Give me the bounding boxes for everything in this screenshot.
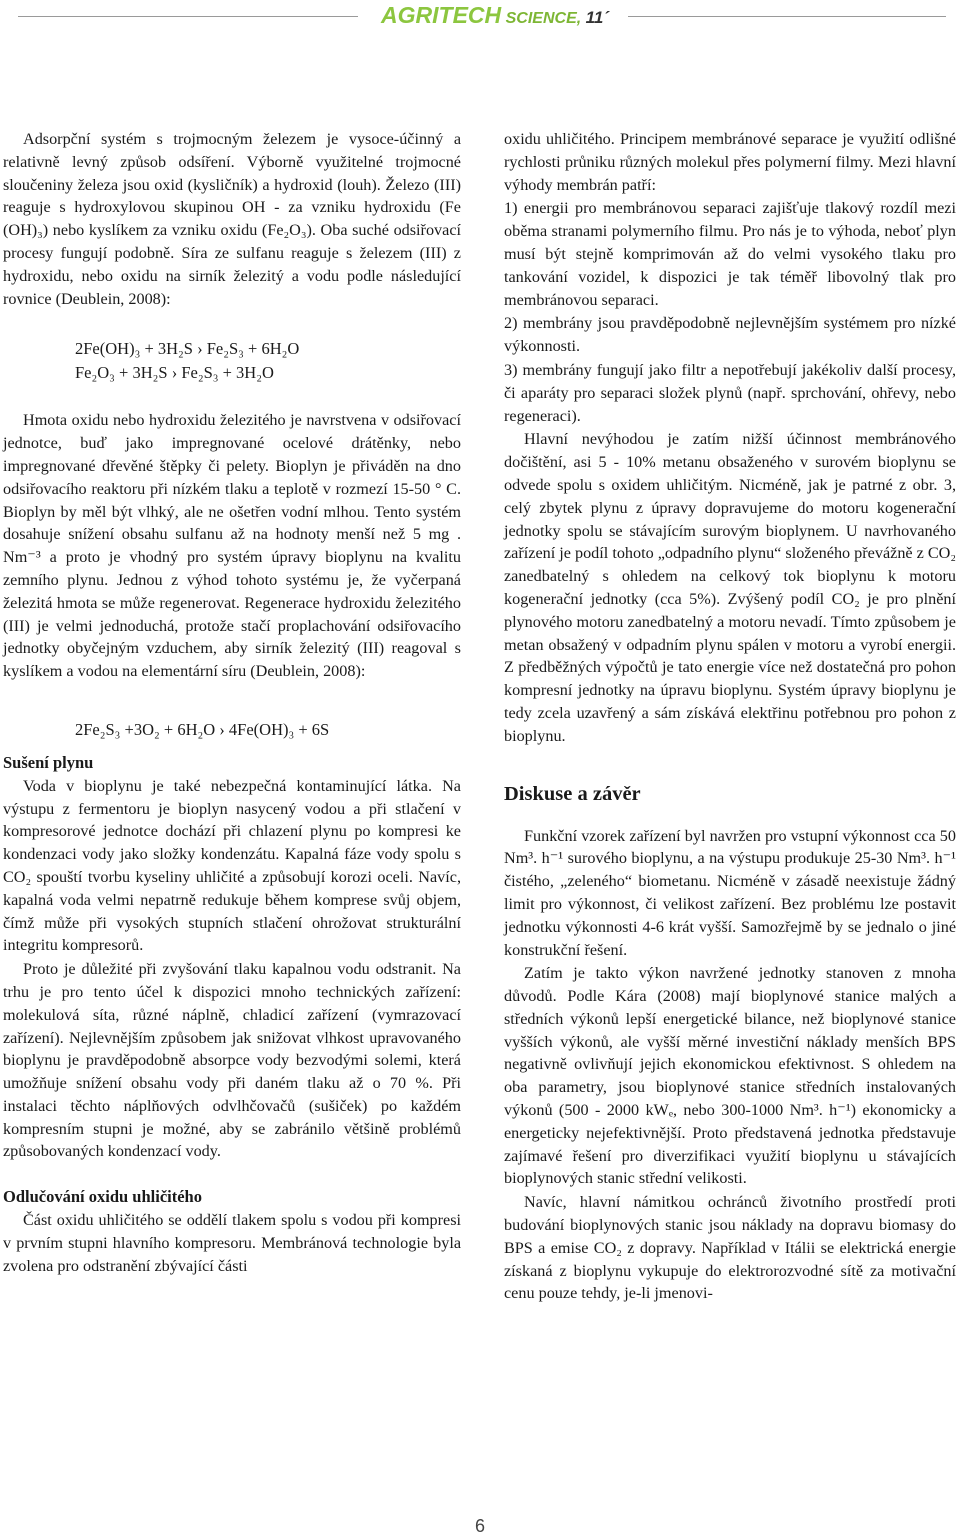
paragraph: 1) energii pro membránovou separaci zajišťuje tlakový rozdíl mezi oběma stranami polymerního filmu. Pro nás je to výhoda, neboť plyn musí být stejně komprimován až do velmi vysokého tlaku pro tankování vozidel, k dispozici je tak téměř libovolný tlak pro membránovou separaci. [504, 199, 956, 309]
section-heading: Odlučování oxidu uhličitého [3, 1187, 202, 1207]
paragraph: Proto je důležité při zvyšování tlaku kapalnou vodu odstranit. Na trhu je pro tento účel k dispozici mnoho technických zařízení: molekulová síta, různé náplně, chladicí zařízení (vymrazovací zařízení). Nejlevnějším způsobem jak snižovat vlhkost upravovaného bioplynu je pravděpodobně absorpce vody bezvodými solemi, která umožňuje snížení obsahu vody při daném tlaku až o 70 %. Při instalaci těchto náplňových odvlhčovačů (sušiček) po každém kompresním stupni je možné, aby se zabránilo většině problémů způsobovaných kondenzací vody. [3, 960, 461, 1161]
paragraph: Hlavní nevýhodou je zatím nižší účinnost membránového dočištění, asi 5 - 10% metanu obsaženého v surovém bioplynu se odvede spolu s oxidem uhličitým. Nicméně, jak je patrné z obr. 3, celý zbytek plynu z úpravy dopravujeme do motoru kogenerační jednotky spolu se stávajícím surovým bioplynem. U navrhovaného zařízení je podíl tohoto „odpadního plynu“ složeného převážně z CO₂ zanedbatelný s ohledem na celkový tok bioplynu k motoru kogenerační jednotky (cca 5%). Zvýšený podíl CO₂ je pro plnění plynového motoru zanedbatelný a motoru nevadí. Tímto způsobem je metan obsažený v odpadním plynu spálen v motoru a vyrobí energii. Z předběžných výpočtů je tato energie více než dostatečná pro pohon kompresní jednotky na úpravu bioplynu. Systém úpravy bioplynu je tedy zcela uzavřený a sám získává elektřinu potřebnou pro pohon z bioplynu. [504, 430, 957, 745]
paragraph: Hmota oxidu nebo hydroxidu železitého je navrstvena v odsiřovací jednotce, buď jako impregnované ocelové drátěnky, nebo impregnované dřevěné štěpky či pelety. Bioplyn je přiváděn na dno odsiřovacího reaktoru při nízkém tlaku a teplotě v rozmezí 15-50 ° C. Bioplyn by měl být vlhký, ale ne ošetřen vodní mlhou. Tento systém dosahuje snížení obsahu sulfanu až na hodnoty menší než 5 mg . Nm⁻³ a proto je vhodný pro systém úpravy bioplynu na kvalitu zemního plynu. Jednou z výhod tohoto systému je, že vyčerpaná železitá hmota se může regenerovat. Regenerace hydroxidu železitého (III) je velmi jednoduchá, protože stačí proplachování odsiřovacího jednotky obyčejným vzduchem, aby sirník železitý (III) reagoval s kyslíkem a vodou na elementární síru (Deublein, 2008): [3, 411, 461, 681]
equation: 2Fe(OH)₃ + 3H₂S › Fe₂S₃ + 6H₂O [75, 339, 300, 359]
paragraph: 3) membrány fungují jako filtr a nepotřebují jakékoliv další procesy, či aparáty pro separaci složek plynů (např. sprchování, ohřevy, nebo regeneraci). [504, 360, 956, 425]
journal-brand: AGRITECH [381, 2, 502, 28]
header-rule-right [628, 16, 946, 17]
left-column [3, 128, 461, 1278]
equation: 2Fe₂S₃ +3O₂ + 6H₂O › 4Fe(OH)₃ + 6S [75, 719, 330, 739]
paragraph: Adsorpční systém s trojmocným železem je vysoce-účinný a relativně levný způsob odsíření. Výborně využitelné trojmocné sloučeniny železa jsou oxid (kysličník) a hydroxid (louh). Železo (III) reaguje s hydroxylovou skupinou OH - za vzniku hydroxidu (Fe (OH)₃) nebo kyslíkem za vzniku oxidu (Fe₂O₃). Oba suché odsiřovací procesy fungují podobně. Síra ze sulfanu reaguje s železem (III) z hydroxidu, nebo oxidu na sirník železitý a vodu podle následující rovnice (Deublein, 2008): [3, 130, 461, 308]
journal-science: SCIENCE, [505, 10, 582, 27]
paragraph: oxidu uhličitého. Principem membránové separace je využití odlišné rychlosti průniku různých molekul přes polymerní filmy. Mezi hlavní výhody membrán patří: [504, 130, 956, 194]
paragraph: Zatím je takto výkon navržené jednotky stanoven z mnoha důvodů. Podle Kára (2008) mají bioplynové stanice malých a středních výkonů lepší energetické bilance, než bioplynové stanice vyšších výkonů, ale vyšší měrné investiční náklady menších BPS negativně ovlivňují jejich ekonomickou efektivnost. S ohledem na oba parametry, jsou bioplynové stanice středních instalovaných výkonů (500 - 2000 kWₑ, nebo 300-1000 Nm³. h⁻¹) ekonomicky a energeticky nejefektivnější. Proto představená jednotka představuje zajímavé řešení pro diverzifikaci využití bioplynu u stávajících bioplynových stanic střední velikosti. [504, 964, 956, 1188]
right-column [504, 128, 956, 1306]
journal-issue: 11´ [585, 8, 609, 27]
section-heading: Diskuse a závěr [504, 782, 641, 805]
section-heading: Sušení plynu [3, 752, 94, 772]
equation: Fe₂O₃ + 3H₂S › Fe₂S₃ + 3H₂O [75, 363, 274, 383]
paragraph: Funkční vzorek zařízení byl navržen pro vstupní výkonnost cca 50 Nm³. h⁻¹ surového bioplynu, a na výstupu produkuje 25-30 Nm³. h⁻¹ čistého, „zeleného“ biometanu. Nicméně v zásadě neexistuje žádný limit pro výkonnost, či velikost zařízení. Bez problému lze postavit jednotku výkonnosti 4-6 krát vyšší. Samozřejmě by se jednalo o jiné konstrukční řešení. [504, 826, 956, 959]
header-rule-left [18, 16, 358, 17]
paragraph: Voda v bioplynu je také nebezpečná kontaminující látka. Na výstupu z fermentoru je bioplyn nasycený vodou a při stlačení v kompresorové jednotce dochází při chlazení plynu po kompresi ke kondenzaci vody jako složky kondenzátu. Kapalná fáze vody spolu s CO₂ spouští tvorbu kyseliny uhličité a způsobují korozi oceli. Navíc, kapalná voda velmi nepatrně redukuje během komprese svůj objem, čímž může při vysokých stupních stlačení ohrožovat strukturální integritu kompresorů. [3, 776, 461, 955]
page-header [0, 0, 960, 34]
journal-title [366, 2, 624, 29]
paragraph: Navíc, hlavní námitkou ochránců životního prostředí proti budování bioplynových stanic jsou náklady na dopravu biomasy do BPS a emise CO₂ z dopravy. Například v Itálii se elektrická energie získaná z bioplynu vykupuje do elektrorozvodné sítě za motivační cenu pouze tehdy, je-li jmenovi- [504, 1193, 956, 1303]
paragraph: Část oxidu uhličitého se oddělí tlakem spolu s vodou při kompresi v prvním stupni hlavního kompresoru. Membránová technologie byla zvolena pro odstranění zbývající části [3, 1211, 461, 1275]
paragraph: 2) membrány jsou pravděpodobně nejlevnějším systémem pro nízké výkonnosti. [504, 314, 956, 356]
page-number: 6 [474, 1516, 485, 1536]
